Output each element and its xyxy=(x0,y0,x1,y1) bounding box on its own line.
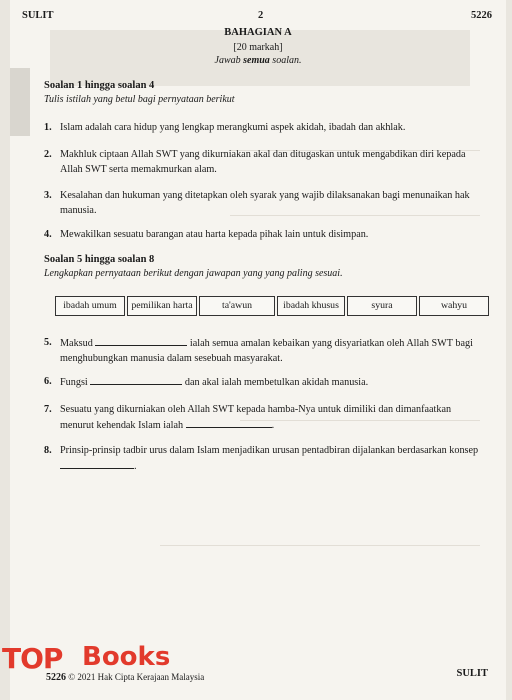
header-page-number: 2 xyxy=(258,10,264,21)
section-marks: [20 markah] xyxy=(233,42,283,53)
word-bank-item: ta'awun xyxy=(199,296,275,316)
question-2: 2. Makhluk ciptaan Allah SWT yang dikurniakan akal dan ditugaskan untuk mengabdikan diri kepada Allah SWT serta memakmurkan alam. xyxy=(44,149,466,175)
word-bank-item: wahyu xyxy=(419,296,489,316)
question-3: 3. Kesalahan dan hukuman yang ditetapkan oleh syarak yang wajib dilaksanakan bagi menunaikan hak manusia. xyxy=(44,190,470,216)
page-edge-tab xyxy=(10,68,30,136)
footer-copyright: 5226 © 2021 Hak Cipta Kerajaan Malaysia xyxy=(46,672,205,683)
part-b-heading: Soalan 5 hingga soalan 8 xyxy=(44,254,155,265)
part-b-instruction: Lengkapkan pernyataan berikut dengan jawapan yang yang paling sesuai. xyxy=(44,268,343,279)
header-sulit: SULIT xyxy=(22,10,54,21)
answer-blank[interactable] xyxy=(90,374,182,385)
exam-page xyxy=(10,0,506,700)
section-instruction: Jawab semua soalan. xyxy=(214,55,302,66)
question-1: 1. Islam adalah cara hidup yang lengkap merangkumi aspek akidah, ibadah dan akhlak. xyxy=(44,122,406,133)
answer-blank[interactable] xyxy=(60,458,134,469)
question-6: 6. Fungsi dan akal ialah membetulkan akidah manusia. xyxy=(44,376,369,388)
word-bank xyxy=(55,296,489,316)
section-title: BAHAGIAN A xyxy=(224,27,292,38)
question-7: 7. Sesuatu yang dikurniakan oleh Allah SWT kepada hamba-Nya untuk dimiliki dan dimanfaatkan menurut kehendak Islam ialah . xyxy=(44,404,452,431)
word-bank-item: pemilikan harta xyxy=(127,296,197,316)
part-a-instruction: Tulis istilah yang betul bagi pernyataan berikut xyxy=(44,94,235,105)
question-4: 4. Mewakilkan sesuatu barangan atau harta kepada pihak lain untuk disimpan. xyxy=(44,229,369,240)
show-through-line xyxy=(160,545,480,546)
part-a-heading: Soalan 1 hingga soalan 4 xyxy=(44,80,155,91)
answer-blank[interactable] xyxy=(186,417,272,428)
answer-blank[interactable] xyxy=(95,335,187,346)
question-5: 5. Maksud ialah semua amalan kebaikan yang disyariatkan oleh Allah SWT bagi menghubungkan manusia dalam sesebuah masyarakat. xyxy=(44,337,473,364)
topbooks-logo: TOP Books xyxy=(2,642,171,675)
footer-sulit: SULIT xyxy=(456,668,488,679)
word-bank-item: ibadah khusus xyxy=(277,296,345,316)
question-8: 8. Prinsip-prinsip tadbir urus dalam Islam menjadikan urusan pentadbiran dijalankan berdasarkan konsep . xyxy=(44,445,479,472)
word-bank-item: syura xyxy=(347,296,417,316)
word-bank-item: ibadah umum xyxy=(55,296,125,316)
header-paper-code: 5226 xyxy=(471,10,492,21)
